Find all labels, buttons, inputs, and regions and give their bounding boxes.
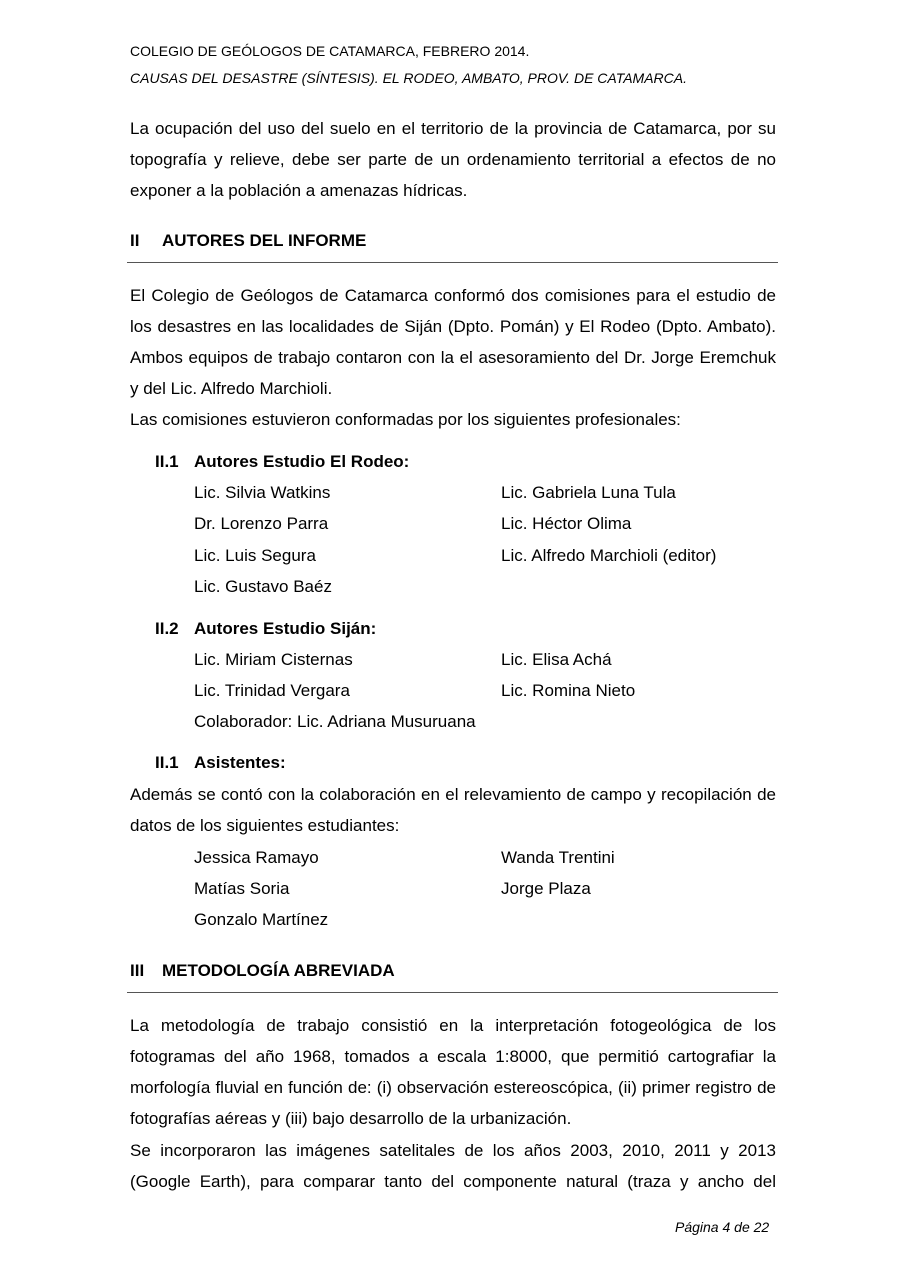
subsection-title: Autores Estudio Siján: [194, 619, 377, 638]
author-name: Lic. Romina Nieto [501, 681, 636, 700]
author-name: Lic. Trinidad Vergara [194, 681, 350, 700]
section-number: II [130, 231, 140, 250]
student-name: Wanda Trentini [501, 848, 615, 867]
section-title: METODOLOGÍA ABREVIADA [162, 961, 395, 980]
student-name: Jessica Ramayo [194, 848, 319, 867]
student-name: Gonzalo Martínez [194, 910, 329, 929]
section-number: III [130, 961, 145, 980]
commissions-sentence: Las comisiones estuvieron conformadas por los siguientes profesionales: [130, 410, 681, 429]
subsection-title: Autores Estudio El Rodeo: [194, 452, 410, 471]
page-number: Página 4 de 22 [675, 1219, 770, 1235]
subsection-title: Asistentes: [194, 753, 286, 772]
subsection-number: II.1 [155, 753, 179, 772]
author-name: Lic. Gabriela Luna Tula [501, 483, 676, 502]
author-name: Dr. Lorenzo Parra [194, 514, 329, 533]
header-document-title: CAUSAS DEL DESASTRE (SÍNTESIS). EL RODEO, AMBATO, PROV. DE CATAMARCA. [130, 70, 688, 86]
author-name: Lic. Gustavo Baéz [194, 577, 332, 596]
author-name: Lic. Elisa Achá [501, 650, 612, 669]
subsection-number: II.1 [155, 452, 179, 471]
methodology-paragraph: La metodología de trabajo consistió en la interpretación fotogeológica de los fotogramas del año 1968, tomados a escala 1:8000, que permitió cartografiar la morfología fluvial en función de: (i) observación estereoscópica, (ii) primer registro de fotografías aéreas y (iii) bajo desarrollo de la urbanización. [130, 1016, 776, 1128]
author-name: Lic. Luis Segura [194, 546, 316, 565]
section-title: AUTORES DEL INFORME [162, 231, 367, 250]
assistants-paragraph: Además se contó con la colaboración en el relevamiento de campo y recopilación de datos de los siguientes estudiantes: [130, 785, 776, 835]
author-name: Lic. Héctor Olima [501, 514, 632, 533]
header-organization: COLEGIO DE GEÓLOGOS DE CATAMARCA, FEBRERO 2014. [130, 43, 530, 59]
satellite-images-paragraph: Se incorporaron las imágenes satelitales de los años 2003, 2010, 2011 y 2013 (Google Earth), para comparar tanto del componente natural (traza y ancho del [130, 1141, 776, 1191]
section-divider [127, 992, 778, 993]
collaborator-name: Colaborador: Lic. Adriana Musuruana [194, 712, 476, 731]
authors-paragraph: El Colegio de Geólogos de Catamarca conformó dos comisiones para el estudio de los desastres en las localidades de Siján (Dpto. Pomán) y El Rodeo (Dpto. Ambato). Ambos equipos de trabajo contaron con la el asesoramiento del Dr. Jorge Eremchuk y del Lic. Alfredo Marchioli. [130, 286, 776, 398]
author-name: Lic. Silvia Watkins [194, 483, 331, 502]
section-divider [127, 262, 778, 263]
author-name: Lic. Alfredo Marchioli (editor) [501, 546, 717, 565]
author-name: Lic. Miriam Cisternas [194, 650, 353, 669]
subsection-number: II.2 [155, 619, 179, 638]
student-name: Matías Soria [194, 879, 290, 898]
intro-paragraph: La ocupación del uso del suelo en el territorio de la provincia de Catamarca, por su topografía y relieve, debe ser parte de un ordenamiento territorial a efectos de no exponer a la población a amenazas hídricas. [130, 119, 776, 200]
student-name: Jorge Plaza [501, 879, 591, 898]
